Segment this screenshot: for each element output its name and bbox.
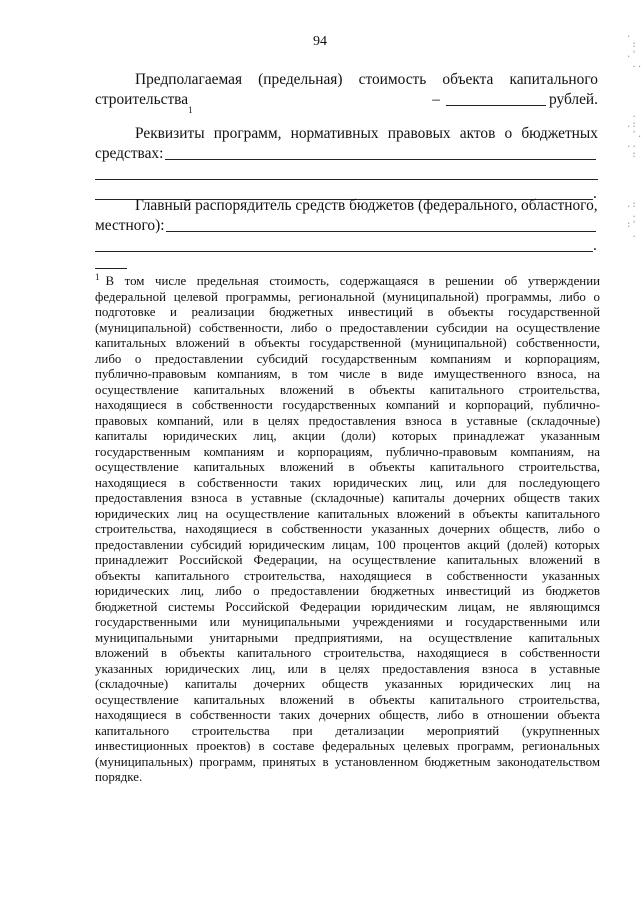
footnote-line: правовых компаний, или в целях предоставления взноса в уставные (складочные) — [95, 413, 600, 428]
requisites-word: актов — [459, 125, 496, 142]
requisites-blank-1[interactable] — [165, 144, 596, 160]
footnote-line: либо о предоставлении субсидий государственным компаниям и корпорациям, — [95, 351, 600, 366]
footnote-line: (складочные) капиталы дочерних обществ указанных юридических лиц на — [95, 677, 600, 691]
estimated-cost-field — [95, 70, 598, 115]
footnote-line: федеральной целевой программы, региональной (муниципальной) программы, либо о — [95, 289, 600, 304]
requisites-word: о — [504, 125, 513, 142]
cost-word: объекта — [442, 71, 494, 88]
manager-line-3 — [95, 236, 598, 256]
chief-manager-field — [95, 196, 598, 256]
manager-end-mark: . — [593, 237, 597, 254]
cost-word: (предельная) — [258, 71, 343, 88]
footnote-line: капитального строительства при детализации мероприятий (укрупненных — [95, 723, 600, 738]
footnote-line: предоставления взноса в уставные (складочные) капиталы дочерних обществ таких — [95, 491, 600, 505]
requisites-line-1 — [95, 124, 598, 144]
requisites-blank-2[interactable] — [95, 164, 598, 180]
cost-word: капитального — [509, 71, 598, 88]
requisites-word: бюджетных — [521, 125, 598, 142]
footnote-line: бюджетной системы Российской Федерации юридическим лицам, не являющимся — [95, 599, 600, 614]
requisites-word: правовых — [387, 125, 451, 142]
cost-dash: – — [432, 91, 440, 108]
footnote-line: подготовке и реализации бюджетных инвестиций в объекты государственной — [95, 305, 600, 319]
requisites-word: нормативных — [290, 125, 379, 142]
cost-unit: рублей. — [548, 91, 598, 108]
requisites-line-2 — [95, 144, 598, 164]
footnote-line: строительства, находящиеся в собственности указанных дочерних обществ, либо о — [95, 522, 600, 536]
footnote-line: находящиеся в собственности государственных компаний и корпораций, публично- — [95, 398, 600, 412]
cost-line-2: строительства 1 – рублей. — [95, 91, 598, 115]
scan-noise-top: . : .' .. — [626, 30, 642, 70]
manager-blank-1[interactable] — [166, 216, 596, 232]
footnote-line: муниципальными унитарными предприятиями, на осуществление капитальных — [95, 630, 600, 645]
requisites-line-3 — [95, 164, 598, 184]
footnote-line: юридических лиц, либо о предоставлении бюджетных инвестиций из бюджетов — [95, 584, 600, 598]
manager-label: местного): — [95, 217, 165, 234]
footnote-line: порядке. — [95, 770, 143, 784]
cost-word: Предполагаемая — [135, 71, 243, 88]
manager-line-2 — [95, 216, 598, 236]
footnote-line: осуществление капитальных вложений в объекты капитального строительства, — [95, 460, 600, 474]
footnote-line: вложений в объекты капитального строительства, находящиеся в собственности — [95, 646, 600, 660]
cost-word: стоимость — [358, 71, 427, 88]
requisites-word: Реквизиты — [135, 125, 205, 142]
footnote-line: публично-правовым компаниям, в том числе в виде имущественного взноса, на — [95, 367, 600, 381]
footnote-line: осуществление капитальных вложений в объекты капитального строительства, — [95, 382, 600, 397]
footnote-line: (муниципальных) программ, принятых в установленном бюджетным законодательством — [95, 754, 600, 769]
manager-line-1: Главный распорядитель средств бюджетов (федерального, областного, — [135, 197, 598, 214]
scan-noise-mid: . .: '. .. : — [626, 110, 642, 160]
footnote-line: находящиеся в собственности таких юридических лиц, или для последующего — [95, 475, 600, 490]
footnote-line: предоставлении субсидий юридическим лицам, 100 процентов акций (долей) которых — [95, 537, 600, 552]
footnote-line: объекты капитального строительства, находящиеся в собственности указанных — [95, 568, 600, 583]
footnote-line: капиталы юридических лиц, акции (доли) которых принадлежат указанным — [95, 429, 600, 443]
requisites-field — [95, 124, 598, 204]
footnote-line: указанных юридических лиц, или в целях предоставления взноса в уставные — [95, 661, 600, 676]
requisites-end-mark: . — [593, 185, 597, 202]
footnote-line: капитальных вложений в объекты государственной (муниципальной) собственности, — [95, 336, 600, 350]
footnote-separator — [95, 268, 127, 269]
page-number: 94 — [313, 34, 327, 49]
footnote — [95, 271, 600, 786]
footnote-line: (муниципальной) собственности, либо о предоставлении субсидии на осуществление — [95, 320, 600, 335]
requisites-word: программ, — [213, 125, 282, 142]
footnote-line: юридических лиц на осуществление капитальных вложений в объекты капитального — [95, 506, 600, 521]
requisites-label: средствах: — [95, 145, 164, 162]
cost-label: строительства — [95, 91, 189, 108]
footnote-line: принадлежит Российской Федерации, на осуществление капитальных вложений в — [95, 553, 600, 567]
footnote-marker: 1 — [95, 271, 100, 282]
footnote-line: находящиеся в собственности таких дочерних обществ, либо в отношении объекта — [95, 708, 600, 722]
footnote-line: инвестиционных проектов) в составе федеральных целевых программ, региональных — [95, 739, 600, 753]
manager-blank-2[interactable] — [95, 236, 593, 252]
cost-amount-blank[interactable] — [446, 90, 546, 106]
footnote-line — [95, 271, 600, 290]
footnote-line-text: В том числе предельная стоимость, содержащаяся в решении об утверждении — [105, 274, 600, 288]
cost-line-1 — [95, 70, 598, 90]
footnote-line: осуществление капитальных вложений в объекты капитального строительства, — [95, 692, 600, 707]
footnote-line: государственным компаниям и корпорациям, публично-правовым компаниям, на — [95, 444, 600, 459]
footnote-line: государственными или муниципальными учреждениями и государственными или — [95, 615, 600, 629]
scan-noise-low: .: . :' . — [626, 200, 637, 240]
